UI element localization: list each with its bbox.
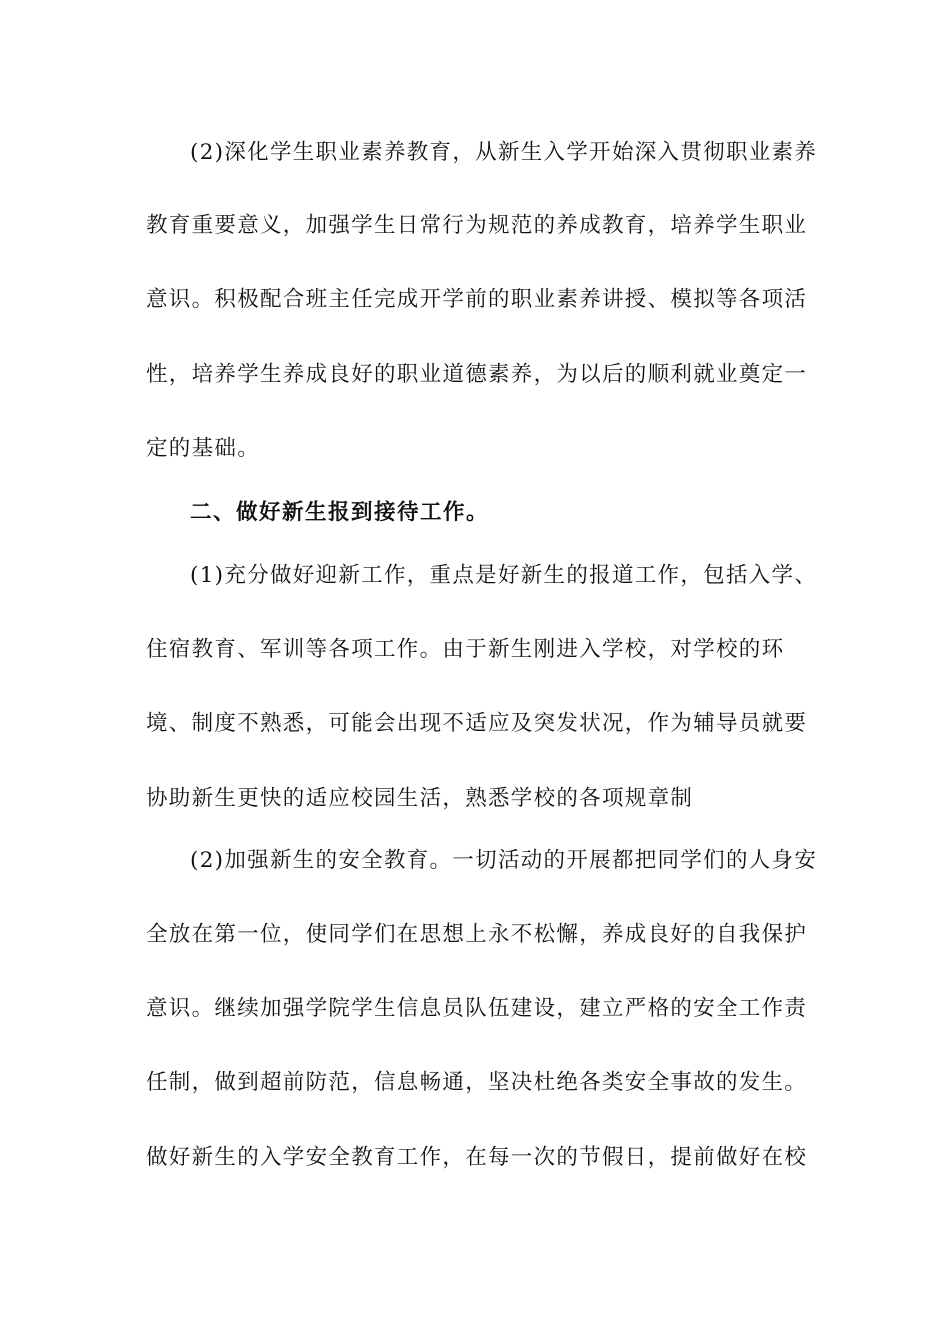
paragraph-line: (1)充分做好迎新工作，重点是好新生的报道工作，包括入学、 [190,563,818,588]
paragraph-line: 任制，做到超前防范，信息畅通，坚决杜绝各类安全事故的发生。 [146,1070,808,1095]
paragraph-line: 意识。积极配合班主任完成开学前的职业素养讲授、模拟等各项活 [146,287,808,312]
section-heading: 二、做好新生报到接待工作。 [190,500,490,525]
paragraph-line: 协助新生更快的适应校园生活，熟悉学校的各项规章制 [146,786,694,811]
paragraph-line: 教育重要意义，加强学生日常行为规范的养成教育，培养学生职业 [146,213,808,238]
paragraph-line: 全放在第一位，使同学们在思想上永不松懈，养成良好的自我保护 [146,922,808,947]
paragraph-line: (2)加强新生的安全教育。一切活动的开展都把同学们的人身安 [190,848,818,873]
paragraph-line: 定的基础。 [146,436,261,461]
paragraph-line: 意识。继续加强学院学生信息员队伍建设，建立严格的安全工作责 [146,996,808,1021]
paragraph-line: 做好新生的入学安全教育工作，在每一次的节假日，提前做好在校 [146,1145,808,1170]
paragraph-line: 境、制度不熟悉，可能会出现不适应及突发状况，作为辅导员就要 [146,711,808,736]
paragraph-line: 住宿教育、军训等各项工作。由于新生刚进入学校，对学校的环 [146,637,785,662]
paragraph-line: (2)深化学生职业素养教育，从新生入学开始深入贯彻职业素养 [190,140,818,165]
paragraph-line: 性，培养学生养成良好的职业道德素养，为以后的顺利就业奠定一 [146,362,808,387]
